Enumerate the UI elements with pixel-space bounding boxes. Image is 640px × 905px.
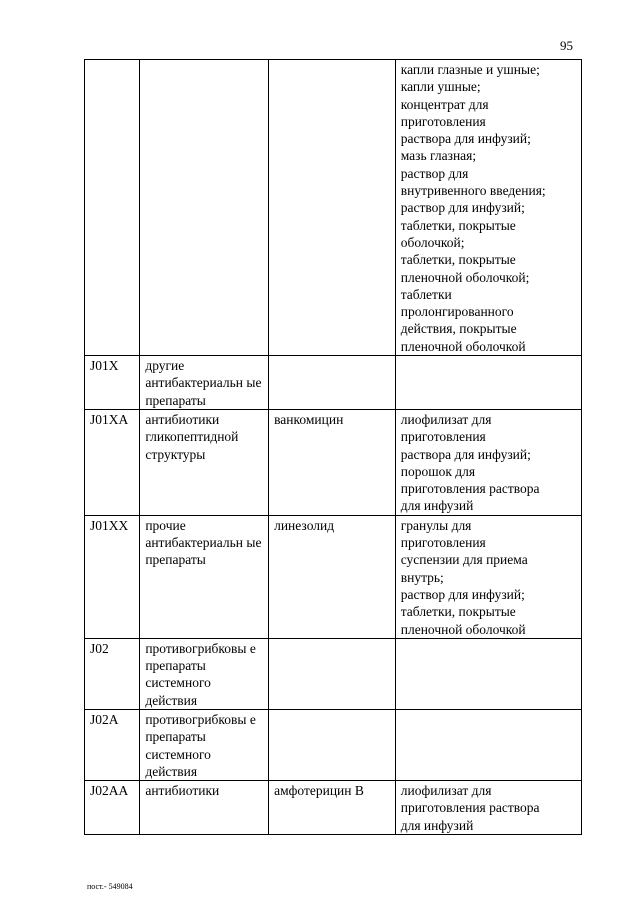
- dosage-form-line: приготовления: [400, 113, 486, 129]
- dosage-form-line: пролонгированного: [400, 304, 514, 320]
- table-row: [85, 638, 582, 709]
- atc-code-cell: J01XX: [85, 515, 140, 638]
- dosage-form-line: капли глазные и ушные;: [400, 62, 540, 77]
- dosage-form-line: внутрь;: [400, 569, 444, 585]
- dosage-form-line: порошок для: [400, 463, 476, 479]
- drug-name-cell: амфотерицин В: [269, 781, 396, 835]
- dosage-form-line: приготовления: [400, 429, 486, 445]
- dosage-forms-cell: [395, 781, 581, 835]
- dosage-form-line: таблетки, покрытые: [400, 604, 516, 620]
- anatomical-group-cell: противогрибковы е препараты системного действия: [140, 638, 269, 709]
- dosage-form-line: для инфузий: [400, 817, 474, 833]
- page-number: 95: [560, 38, 573, 53]
- dosage-forms-cell: [395, 356, 581, 410]
- table-row: [85, 515, 582, 638]
- dosage-form-line: концентрат для: [400, 96, 489, 112]
- anatomical-group-cell: антибиотики гликопептидной структуры: [140, 409, 269, 515]
- table-row: [85, 409, 582, 515]
- drug-name-cell: линезолид: [269, 515, 396, 638]
- table-row: [85, 709, 582, 780]
- dosage-form-line: раствора для инфузий;: [400, 131, 531, 147]
- atc-code-cell: J02A: [85, 709, 140, 780]
- anatomical-group-cell: другие антибактериальн ые препараты: [140, 356, 269, 410]
- dosage-form-line: лиофилизат для: [400, 411, 492, 427]
- atc-code-cell: J02: [85, 638, 140, 709]
- anatomical-group-cell: прочие антибактериальн ые препараты: [140, 515, 269, 638]
- dosage-form-line: мазь глазная;: [400, 148, 477, 164]
- drug-name-cell: [269, 709, 396, 780]
- dosage-form-line: суспензии для приема: [400, 552, 528, 568]
- dosage-form-line: пленочной оболочкой: [400, 621, 526, 637]
- anatomical-group-cell: противогрибковы е препараты системного действия: [140, 709, 269, 780]
- drug-name-cell: [269, 356, 396, 410]
- drug-name-cell: [269, 638, 396, 709]
- dosage-form-line: приготовления раствора: [400, 800, 540, 816]
- dosage-forms-cell: [395, 515, 581, 638]
- dosage-form-line: действия, покрытые: [400, 321, 517, 337]
- table-row: [85, 60, 582, 356]
- table-row: [85, 356, 582, 410]
- dosage-form-line: раствор для: [400, 165, 469, 181]
- dosage-form-line: лиофилизат для: [400, 783, 492, 799]
- dosage-form-line: таблетки, покрытые: [400, 252, 516, 268]
- footer-code: пост.- 549084: [87, 882, 133, 891]
- anatomical-group-cell: антибиотики: [140, 781, 269, 835]
- dosage-form-line: пленочной оболочкой;: [400, 269, 530, 285]
- dosage-form-line: оболочкой;: [400, 234, 465, 250]
- dosage-forms-cell: [395, 638, 581, 709]
- dosage-form-line: приготовления: [400, 535, 486, 551]
- dosage-form-line: капли ушные;: [400, 79, 481, 95]
- atc-code-cell: J01X: [85, 356, 140, 410]
- atc-code-cell: [85, 60, 140, 356]
- dosage-form-line: приготовления раствора: [400, 481, 540, 497]
- table-row: [85, 781, 582, 835]
- drug-name-cell: ванкомицин: [269, 409, 396, 515]
- dosage-forms-cell: [395, 709, 581, 780]
- drug-name-cell: [269, 60, 396, 356]
- dosage-form-line: для инфузий: [400, 498, 474, 514]
- atc-code-cell: J01XA: [85, 409, 140, 515]
- dosage-form-line: пленочной оболочкой: [400, 338, 526, 354]
- dosage-form-line: раствор для инфузий;: [400, 586, 525, 602]
- anatomical-group-cell: [140, 60, 269, 356]
- dosage-form-line: раствора для инфузий;: [400, 446, 531, 462]
- dosage-form-line: внутривенного введения;: [400, 183, 546, 199]
- dosage-form-line: таблетки, покрытые: [400, 217, 516, 233]
- atc-code-cell: J02AA: [85, 781, 140, 835]
- drug-table: [84, 59, 582, 835]
- dosage-form-line: раствор для инфузий;: [400, 200, 525, 216]
- dosage-forms-cell: [395, 60, 581, 356]
- dosage-forms-cell: [395, 409, 581, 515]
- dosage-form-line: таблетки: [400, 286, 452, 302]
- dosage-form-line: гранулы для: [400, 517, 472, 533]
